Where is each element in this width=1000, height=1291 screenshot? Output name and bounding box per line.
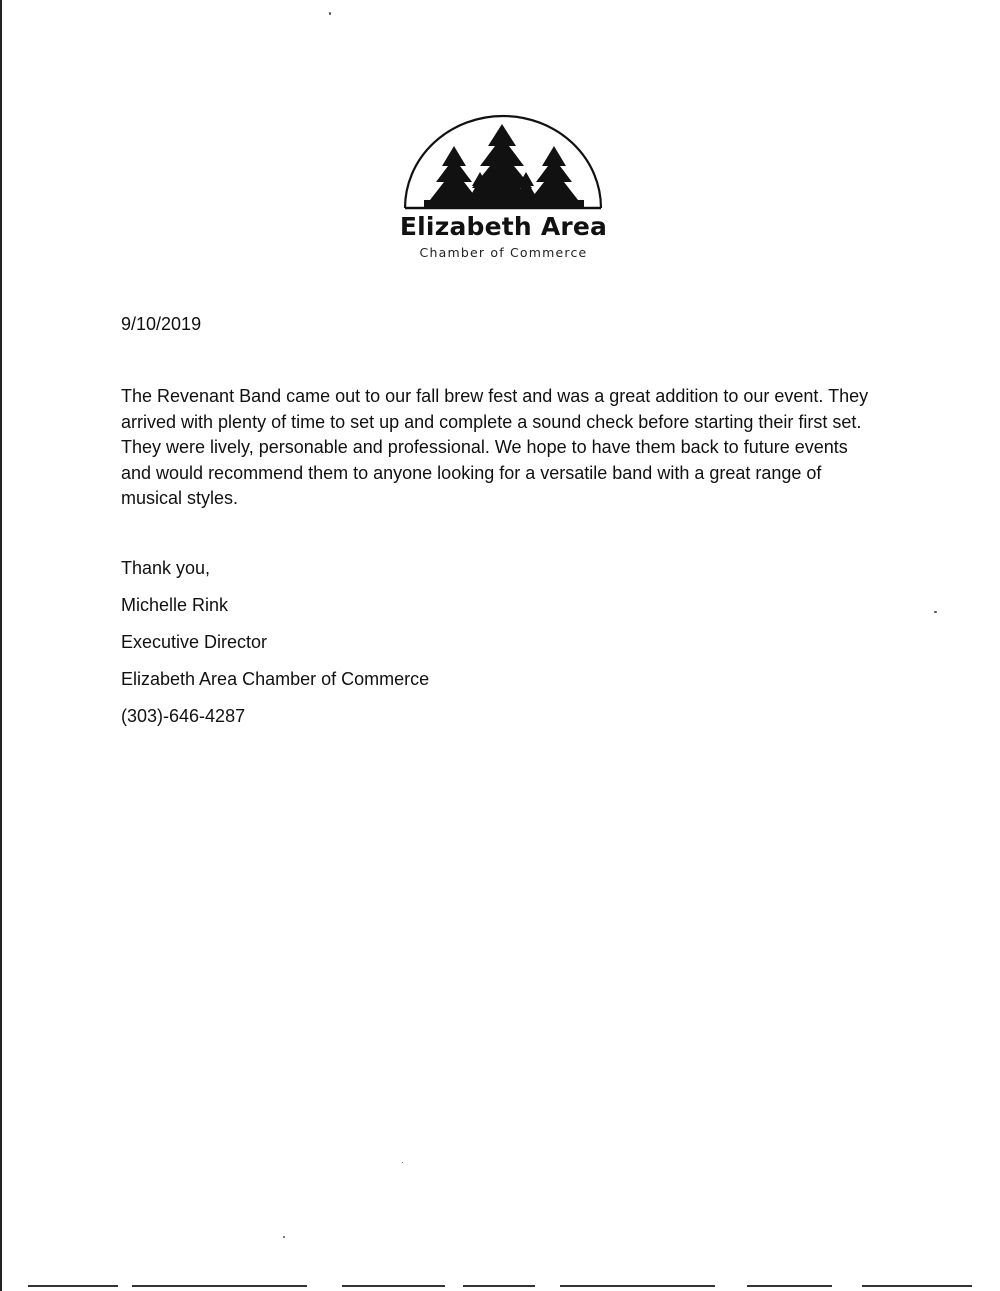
- letter-body: The Revenant Band came out to our fall brew fest and was a great addition to our event. They arrived with plenty of time to set up and complete a sound check before starting their first set. They were lively, personable and professional. We hope to have them back to future events and would recommend them to anyone looking for a versatile band with a great range of musical styles.: [121, 386, 869, 508]
- pine-trees-arch-icon: [396, 112, 611, 212]
- scan-bottom-rule: [560, 1285, 715, 1287]
- letter-date: 9/10/2019: [121, 314, 202, 334]
- signer-title: Executive Director: [121, 632, 268, 652]
- scan-bottom-rule: [342, 1285, 445, 1287]
- scan-speck: [283, 1236, 285, 1238]
- scan-left-edge: [0, 0, 2, 1291]
- scan-bottom-rule: [463, 1285, 535, 1287]
- scan-speck: [934, 611, 937, 613]
- letterhead-logo: [396, 112, 611, 262]
- letterhead-org-subtitle: Chamber of Commerce: [419, 245, 588, 260]
- scan-bottom-rule: [28, 1285, 118, 1287]
- scan-bottom-rule: [132, 1285, 307, 1287]
- closing-line: Thank you,: [121, 558, 211, 578]
- letterhead-org-name: Elizabeth Area: [399, 212, 608, 241]
- scan-bottom-rule: [862, 1285, 972, 1287]
- signer-phone: (303)-646-4287: [121, 706, 246, 726]
- scan-bottom-rule: [747, 1285, 832, 1287]
- signer-organization: Elizabeth Area Chamber of Commerce: [121, 669, 430, 689]
- scan-speck: [402, 1162, 403, 1163]
- scan-speck: [329, 12, 331, 15]
- signer-name: Michelle Rink: [121, 595, 229, 615]
